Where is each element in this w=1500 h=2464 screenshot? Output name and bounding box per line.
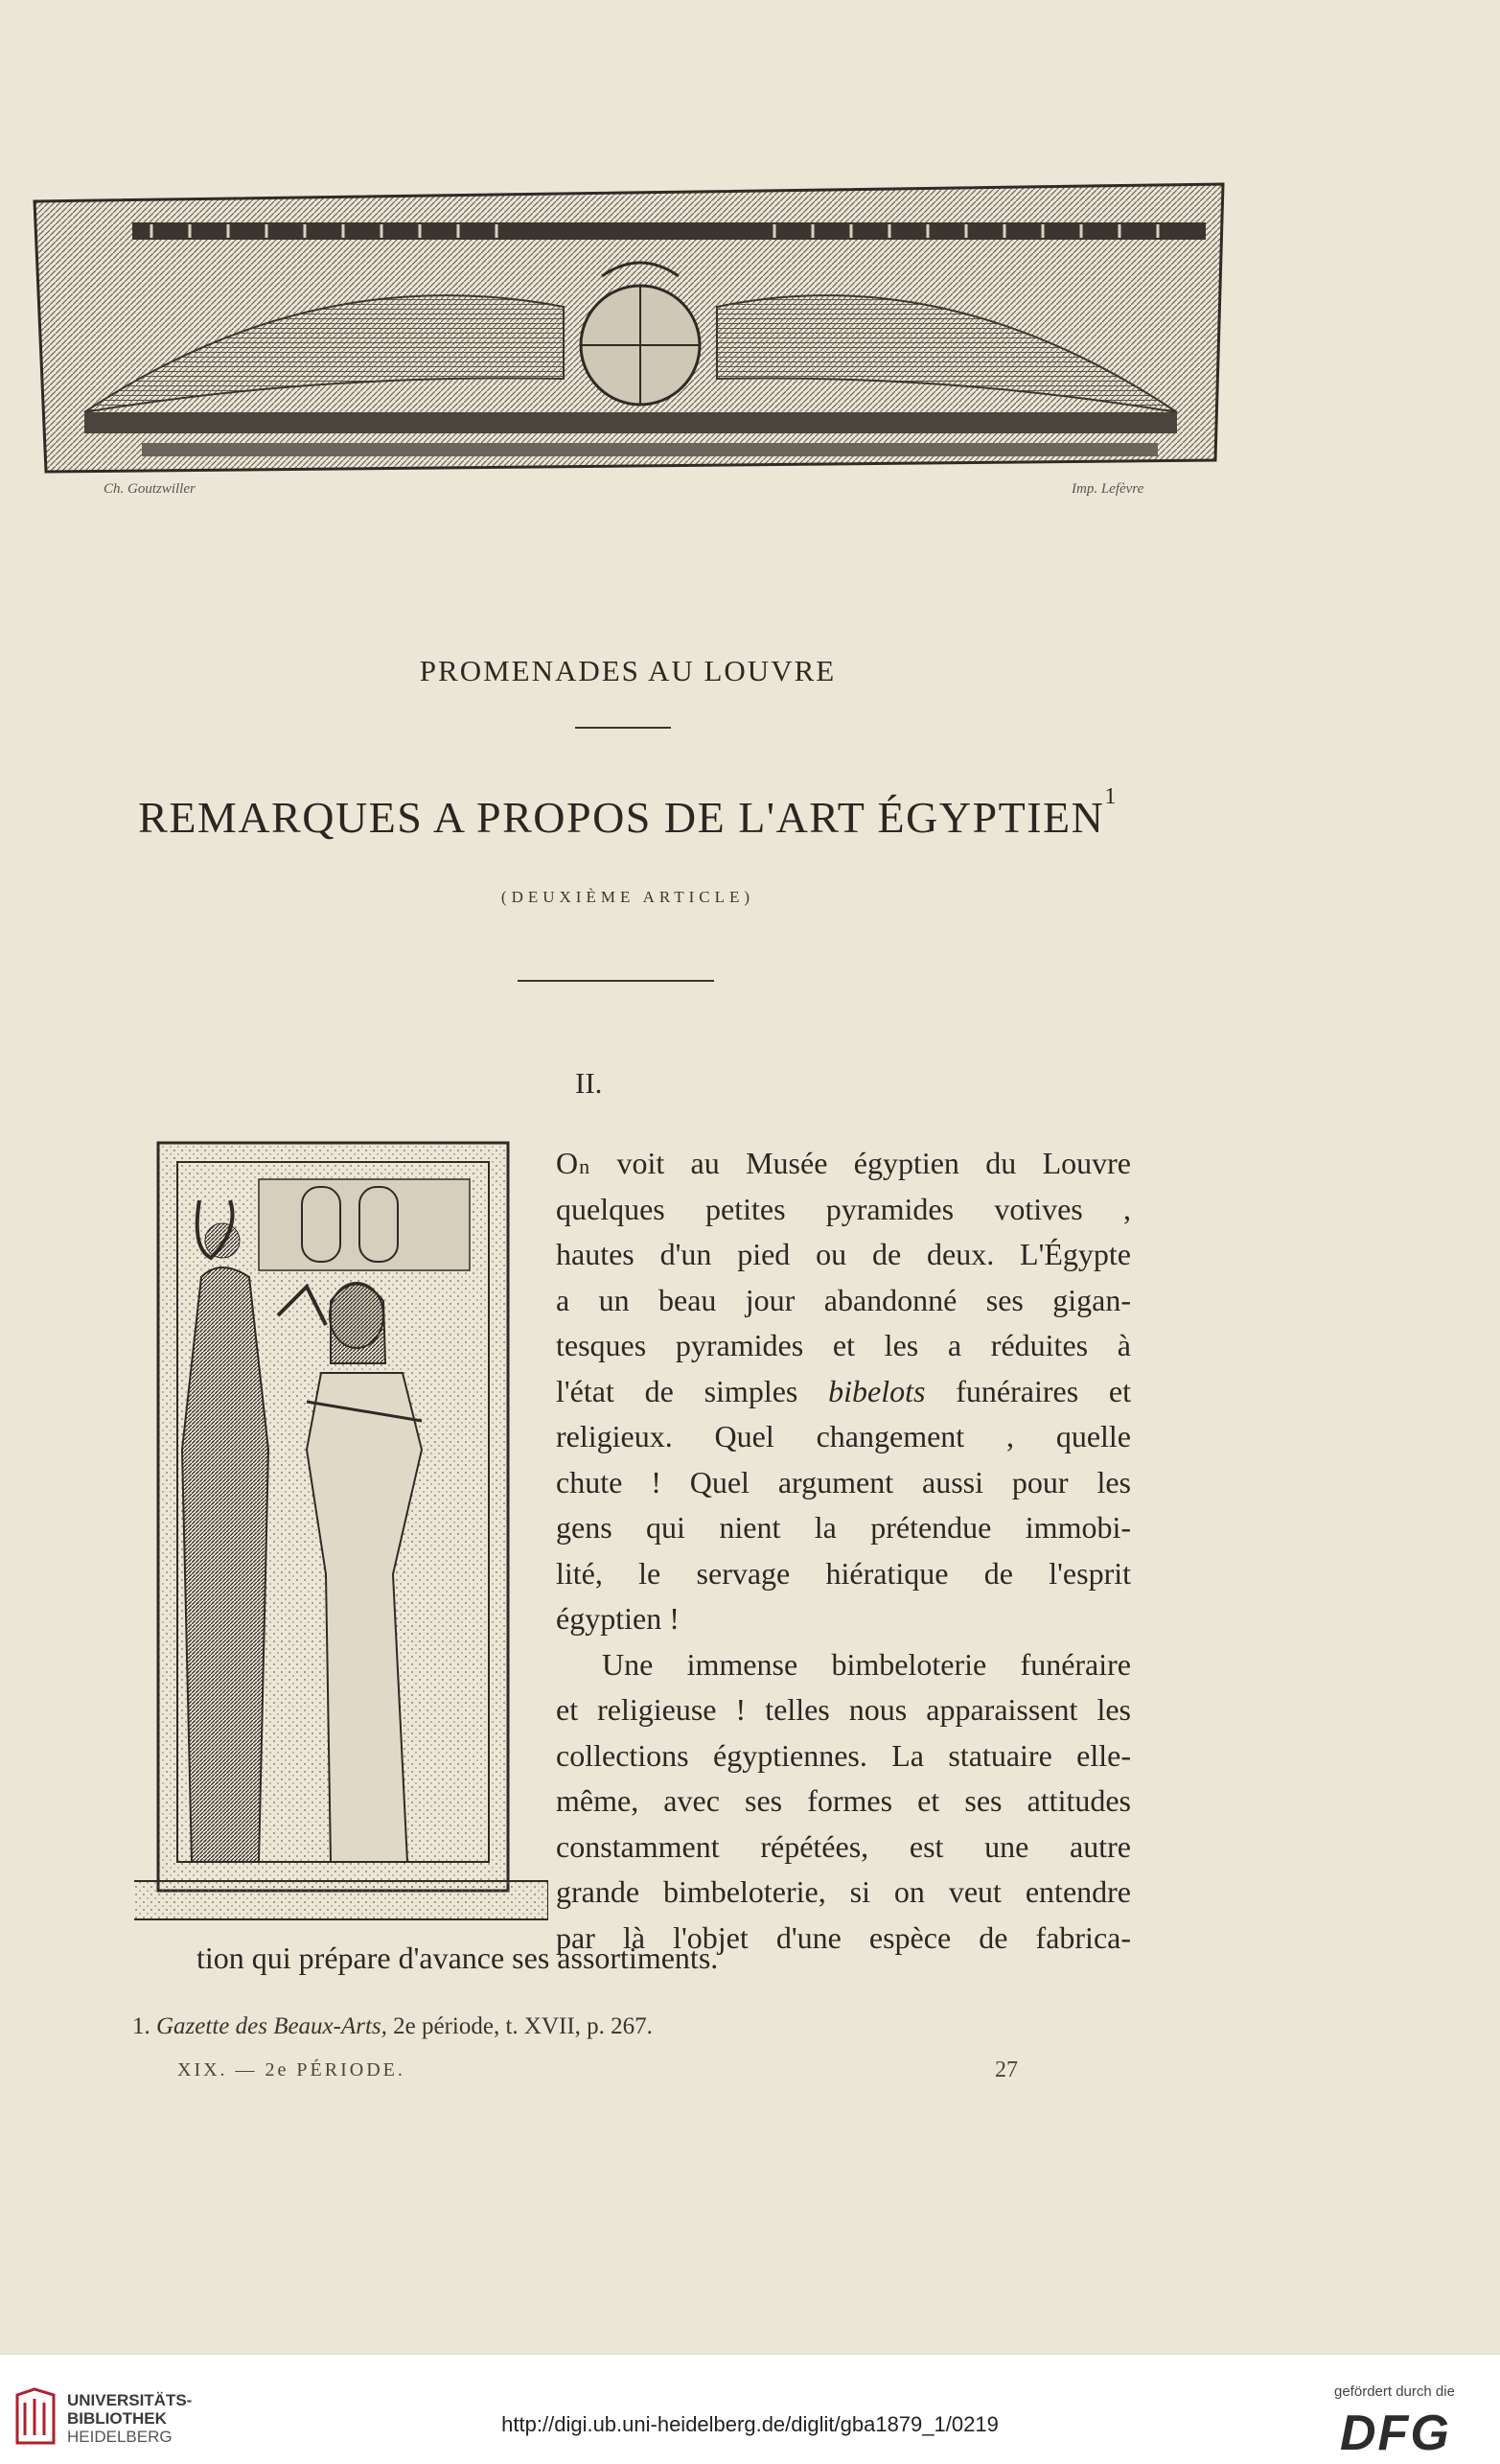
text-line: et religieuse ! telles nous apparaissent les [556,1692,1131,1727]
text-line: quelques petites pyramides votives , [556,1191,1131,1226]
footnote [132,2013,653,2040]
text-line-full-width: tion qui prépare d'avance ses assortiments. [196,1941,719,1975]
body-text-column [556,1141,1131,1961]
permalink-url[interactable]: http://digi.ub.uni-heidelberg.de/diglit/gba1879_1/0219 [501,2412,999,2436]
text-line: lité, le servage hiératique de l'esprit [556,1555,1131,1591]
line-text: voit au Musée égyptien du Louvre [590,1146,1131,1180]
institution-line: UNIVERSITÄTS- [67,2391,193,2409]
text-line: Une immense bimbeloterie funéraire [602,1646,1131,1682]
text-line: par là l'objet d'une espèce de fabrica- [556,1919,1131,1955]
signature-mark: XIX. — 2e PÉRIODE. [177,2059,405,2080]
footnote-marker: 1 [1104,784,1118,809]
small-caps: n [579,1154,591,1178]
article-subtitle: (DEUXIÈME ARTICLE) [500,888,755,906]
subtitle-divider [518,980,714,982]
italic-term: bibelots [828,1373,926,1408]
printer-credit: Imp. Lefèvre [1072,481,1144,497]
text-line: hautes d'un pied ou de deux. L'Égypte [556,1237,1131,1271]
section-number: II. [575,1066,603,1100]
title-divider [575,727,671,729]
egyptian-stele-illustration [134,1133,548,1929]
engraver-credit: Ch. Goutzwiller [104,481,196,497]
text-line [556,1369,1131,1415]
article-title-text: REMARQUES A PROPOS DE L'ART ÉGYPTIEN [138,793,1105,842]
funded-by-label: gefördert durch die [1334,2383,1455,2400]
footnote-number: 1. [132,2013,150,2039]
dfg-logo[interactable]: DFG [1340,2406,1451,2461]
footnote-text: 2e période, t. XVII, p. 267. [386,2013,653,2039]
footnote-source: Gazette des Beaux-Arts, [156,2013,387,2039]
text-line: religieux. Quel changement , quelle [556,1419,1131,1453]
page-number: 27 [995,2057,1018,2082]
text-line: constamment répétées, est une autre [556,1828,1131,1864]
text-line: a un beau jour abandonné ses gigan- [556,1282,1131,1317]
digitization-banner [0,2354,1500,2464]
article-title [0,784,1256,843]
text-line [556,1141,1131,1187]
text-line: même, avec ses formes et ses attitudes [556,1783,1131,1818]
line-text: funéraires et [925,1373,1131,1408]
institution-line: HEIDELBERG [67,2428,173,2446]
drop-cap: O [556,1146,580,1180]
text-line: égyptien ! [556,1601,680,1636]
section-title: PROMENADES AU LOUVRE [419,654,837,687]
line-text: l'état de simples [556,1373,798,1408]
text-line: tesques pyramides et les a réduites à [556,1328,1131,1362]
text-line: chute ! Quel argument aussi pour les [556,1464,1131,1499]
institution-line: BIBLIOTHEK [67,2409,167,2428]
text-line: grande bimbeloterie, si on veut entendre [556,1874,1131,1909]
text-line: collections égyptiennes. La statuaire elle- [556,1737,1131,1773]
winged-scarab-engraving [27,173,1227,489]
text-line: gens qui nient la prétendue immobi- [556,1510,1131,1545]
